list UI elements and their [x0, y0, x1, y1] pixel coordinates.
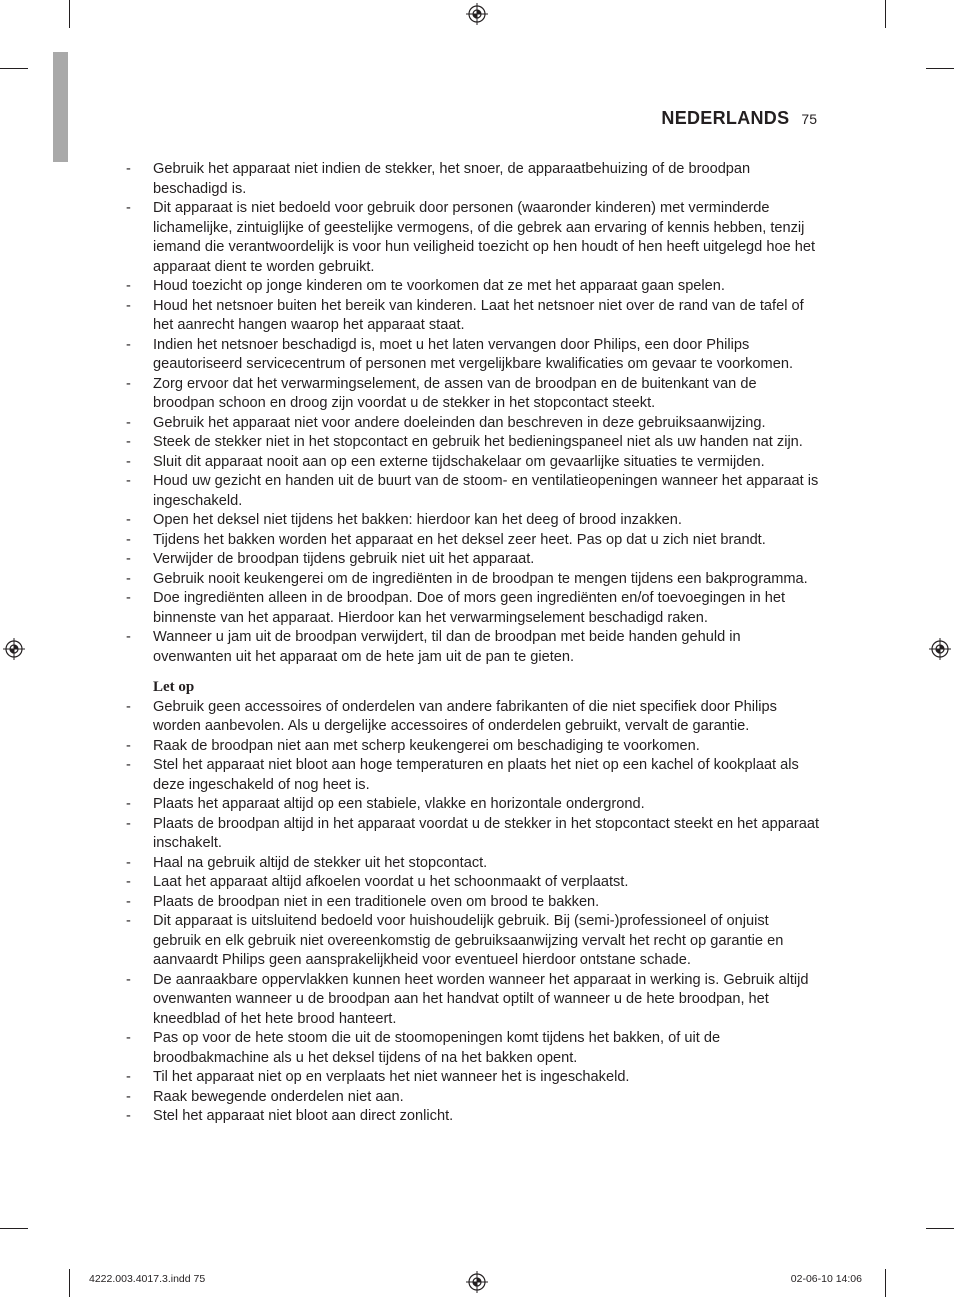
registration-mark-icon	[929, 638, 951, 660]
bullet-dash: -	[126, 590, 131, 606]
language-heading: NEDERLANDS	[661, 108, 790, 128]
list-item	[126, 1029, 820, 1068]
crop-mark	[69, 1269, 70, 1297]
list-item-text: Plaats het apparaat altijd op een stabiele, vlakke en horizontale ondergrond.	[153, 796, 645, 812]
list-item-text: Dit apparaat is niet bedoeld voor gebruik door personen (waaronder kinderen) met verminderde lichamelijke, zintuiglijke of geestelijke vermogens, of die gebrek aan ervaring of kennis hebben, tenzij iemand die verantwoordelijk is voor hun veiligheid toezicht op hen houdt of hen heeft uitgelegd hoe het apparaat dient te worden gebruikt.	[153, 200, 816, 275]
bullet-dash: -	[126, 375, 131, 392]
list-item	[126, 433, 820, 453]
list-item-text: Doe ingrediënten alleen in de broodpan. Doe of mors geen ingrediënten en/of toevoegingen in het binnenste van het apparaat. Hierdoor kan het verwarmingselement beschadigd raken.	[153, 590, 786, 626]
footer-date: 02-06-10 14:06	[790, 1273, 862, 1285]
list-item	[126, 160, 820, 199]
bullet-dash: -	[126, 737, 131, 754]
list-item	[126, 472, 820, 511]
crop-mark	[885, 0, 886, 28]
bullet-dash: -	[126, 1030, 131, 1046]
bullet-dash: -	[126, 698, 131, 715]
list-item-text: Houd het netsnoer buiten het bereik van kinderen. Laat het netsnoer niet over de rand van de tafel of het aanrecht hangen waarop het apparaat staat.	[153, 297, 804, 333]
list-item-text: Open het deksel niet tijdens het bakken: hierdoor kan het deeg of brood inzakken.	[153, 512, 682, 528]
registration-mark-icon	[3, 638, 25, 660]
list-item	[126, 336, 820, 375]
list-item	[126, 756, 820, 795]
list-item-text: Indien het netsnoer beschadigd is, moet u het laten vervangen door Philips, een door Philips geautoriseerd servicecentrum of personen met vergelijkbare kwalificaties om gevaar te voorkomen.	[153, 336, 793, 372]
bullet-dash: -	[126, 200, 131, 216]
warnings-list	[126, 160, 820, 667]
registration-mark-icon	[466, 1271, 488, 1293]
bullet-dash: -	[126, 1088, 131, 1105]
caution-list	[126, 698, 820, 1127]
list-item-text: Pas op voor de hete stoom die uit de stoomopeningen komt tijdens het bakken, of uit de broodbakmachine als u het deksel tijdens of na het bakken opent.	[153, 1030, 721, 1066]
list-item	[126, 550, 820, 570]
page-content	[126, 160, 820, 1127]
bullet-dash: -	[126, 893, 131, 910]
list-item-text: Plaats de broodpan altijd in het apparaat voordat u de stekker in het stopcontact steekt en het apparaat inschakelt.	[153, 815, 820, 851]
list-item-text: Laat het apparaat altijd afkoelen voordat u het schoonmaakt of verplaatst.	[153, 874, 629, 890]
list-item-text: Gebruik het apparaat niet indien de stekker, het snoer, de apparaatbehuizing of de broodpan beschadigd is.	[153, 161, 751, 197]
bullet-dash: -	[126, 531, 131, 548]
list-item-text: Gebruik geen accessoires of onderdelen van andere fabrikanten of die niet specifiek door Philips worden aanbevolen. Als u dergelijke accessoires of onderdelen gebruikt, vervalt de garantie.	[153, 698, 777, 734]
list-item	[126, 1088, 820, 1108]
caution-heading: Let op	[153, 679, 195, 695]
list-item	[126, 795, 820, 815]
bullet-dash: -	[126, 629, 131, 645]
crop-mark	[0, 1228, 28, 1229]
list-item-text: Plaats de broodpan niet in een traditionele oven om brood te bakken.	[153, 893, 600, 910]
bullet-dash: -	[126, 161, 131, 177]
bullet-dash: -	[126, 551, 131, 567]
list-item	[126, 375, 820, 414]
bullet-dash: -	[126, 1069, 131, 1085]
list-item-text: Zorg ervoor dat het verwarmingselement, de assen van de broodpan en de buitenkant van de broodpan schoon en droog zijn voordat u de stekker in het stopcontact steekt.	[153, 375, 757, 411]
list-item-text: Tijdens het bakken worden het apparaat en het deksel zeer heet. Pas op dat u zich niet brandt.	[153, 531, 766, 548]
list-item	[126, 589, 820, 628]
footer-file-info: 4222.003.4017.3.indd 75	[89, 1273, 206, 1285]
list-item	[126, 1107, 820, 1127]
list-item	[126, 570, 820, 590]
list-item-text: Verwijder de broodpan tijdens gebruik niet uit het apparaat.	[153, 551, 535, 567]
list-item	[126, 971, 820, 1030]
crop-mark	[926, 1228, 954, 1229]
language-tab	[53, 52, 68, 162]
list-item-text: Sluit dit apparaat nooit aan op een externe tijdschakelaar om gevaarlijke situaties te vermijden.	[153, 453, 765, 470]
bullet-dash: -	[126, 971, 131, 988]
bullet-dash: -	[126, 757, 131, 773]
page-number: 75	[801, 111, 817, 127]
bullet-dash: -	[126, 278, 131, 294]
list-item	[126, 873, 820, 893]
list-item	[126, 414, 820, 434]
bullet-dash: -	[126, 815, 131, 832]
crop-mark	[0, 68, 28, 69]
list-item-text: Raak bewegende onderdelen niet aan.	[153, 1088, 404, 1105]
page-header	[661, 108, 817, 129]
list-item-text: Stel het apparaat niet bloot aan direct zonlicht.	[153, 1108, 454, 1124]
crop-mark	[69, 0, 70, 28]
list-item-text: Steek de stekker niet in het stopcontact en gebruik het bedieningspaneel niet als uw handen nat zijn.	[153, 434, 803, 450]
list-item-text: Haal na gebruik altijd de stekker uit het stopcontact.	[153, 854, 488, 871]
list-item-text: Stel het apparaat niet bloot aan hoge temperaturen en plaats het niet op een kachel of kookplaat als deze ingeschakeld of nog heet is.	[153, 757, 799, 793]
bullet-dash: -	[126, 512, 131, 528]
bullet-dash: -	[126, 1108, 131, 1124]
list-item-text: De aanraakbare oppervlakken kunnen heet worden wanneer het apparaat in werking is. Gebruik altijd ovenwanten wanneer u de broodpan aan het handvat optilt of wanneer u de hete broodpan, het kneedblad of het hete brood hanteert.	[153, 971, 809, 1027]
bullet-dash: -	[126, 336, 131, 353]
bullet-dash: -	[126, 874, 131, 890]
bullet-dash: -	[126, 434, 131, 450]
list-item	[126, 854, 820, 874]
crop-mark	[926, 68, 954, 69]
bullet-dash: -	[126, 796, 131, 812]
list-item-text: Houd uw gezicht en handen uit de buurt van de stoom- en ventilatieopeningen wanneer het apparaat is ingeschakeld.	[153, 473, 819, 509]
list-item	[126, 453, 820, 473]
bullet-dash: -	[126, 570, 131, 587]
list-item	[126, 737, 820, 757]
list-item	[126, 893, 820, 913]
bullet-dash: -	[126, 414, 131, 431]
bullet-dash: -	[126, 297, 131, 314]
list-item	[126, 628, 820, 667]
list-item	[126, 815, 820, 854]
registration-mark-icon	[466, 3, 488, 25]
list-item-text: Gebruik het apparaat niet voor andere doeleinden dan beschreven in deze gebruiksaanwijzing.	[153, 414, 766, 431]
bullet-dash: -	[126, 913, 131, 929]
list-item-text: Wanneer u jam uit de broodpan verwijdert, til dan de broodpan met beide handen gehuld in ovenwanten uit het apparaat om de hete jam uit de pan te gieten.	[153, 629, 741, 665]
list-item	[126, 277, 820, 297]
list-item-text: Houd toezicht op jonge kinderen om te voorkomen dat ze met het apparaat gaan spelen.	[153, 278, 725, 294]
list-item	[126, 199, 820, 277]
list-item	[126, 912, 820, 971]
bullet-dash: -	[126, 473, 131, 489]
list-item	[126, 297, 820, 336]
bullet-dash: -	[126, 453, 131, 470]
list-item-text: Til het apparaat niet op en verplaats het niet wanneer het is ingeschakeld.	[153, 1069, 630, 1085]
list-item-text: Raak de broodpan niet aan met scherp keukengerei om beschadiging te voorkomen.	[153, 737, 700, 754]
list-item-text: Dit apparaat is uitsluitend bedoeld voor huishoudelijk gebruik. Bij (semi-)professioneel of onjuist gebruik en elk gebruik niet overeenkomstig de gebruiksaanwijzing vervalt het recht op garantie en aanvaardt Philips geen aansprakelijkheid voor eventueel hierdoor ontstane schade.	[153, 913, 784, 968]
list-item	[126, 698, 820, 737]
crop-mark	[885, 1269, 886, 1297]
list-item	[126, 531, 820, 551]
list-item-text: Gebruik nooit keukengerei om de ingrediënten in de broodpan te mengen tijdens een bakprogramma.	[153, 570, 808, 587]
list-item	[126, 1068, 820, 1088]
bullet-dash: -	[126, 854, 131, 871]
list-item	[126, 511, 820, 531]
